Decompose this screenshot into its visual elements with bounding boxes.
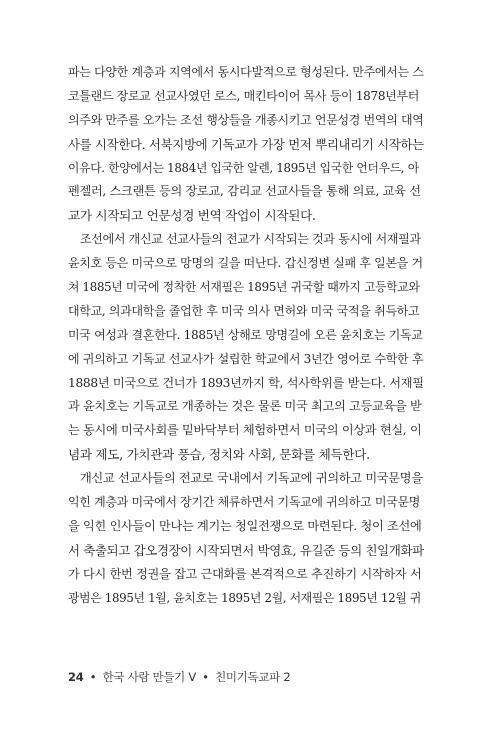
page-number: 24 <box>68 670 84 684</box>
text-line: 사를 시작한다. 서북지방에 기독교가 가장 먼저 뿌리내리기 시작하는 <box>68 136 424 152</box>
text-line: 윤치호 등은 미국으로 망명의 길을 떠난다. 갑신정변 실패 후 일본을 거 <box>68 256 423 271</box>
text-line: 조선에서 개신교 선교사들의 전교가 시작되는 것과 동시에 서재필과 <box>80 232 421 247</box>
bullet-separator: • <box>89 670 97 684</box>
section-title: 친미기독교파 2 <box>215 670 291 684</box>
text-line: 광범은 1895년 1월, 윤치호는 1895년 2월, 서재필은 1895년 12월 귀 <box>68 590 421 605</box>
text-line: 는 동시에 미국사회를 밑바닥부터 체험하면서 미국의 이상과 현실, 이 <box>68 423 422 438</box>
text-line: 미국 여성과 결혼한다. 1885년 상해로 망명길에 오른 윤치호는 기독교 <box>68 327 423 342</box>
body-text <box>68 61 424 610</box>
text-line: 을 익힌 인사들이 만나는 계기는 청일전쟁으로 마련된다. 청이 조선에 <box>68 518 422 533</box>
text-line: 개신교 선교사들의 전교로 국내에서 기독교에 귀의하고 미국문명을 <box>80 471 423 486</box>
text-line: 가 다시 한번 정권을 잡고 근대화를 본격적으로 추진하기 시작하자 서 <box>68 566 422 581</box>
page-footer <box>68 669 290 685</box>
text-line: 이유다. 한양에서는 1884년 입국한 알렌, 1895년 입국한 언더우드, 아 <box>68 160 419 175</box>
text-line: 에 귀의하고 기독교 선교사가 설립한 학교에서 3년간 영어로 수학한 후 <box>68 351 424 366</box>
paragraph-3 <box>68 467 424 610</box>
paragraph-2 <box>68 228 424 467</box>
text-line: 서 축출되고 갑오경장이 시작되면서 박영효, 유길준 등의 친일개화파 <box>68 542 424 558</box>
text-line: 익힌 계층과 미국에서 장기간 체류하면서 기독교에 귀의하고 미국문명 <box>68 495 421 510</box>
text-line: 1888년 미국으로 건너가 1893년까지 학, 석사학위를 받는다. 서재필 <box>68 375 424 390</box>
text-line: 의주와 만주를 오가는 조선 행상들을 개종시키고 언문성경 번역의 대역 <box>68 112 424 127</box>
book-title: 한국 사람 만들기 V <box>102 670 196 684</box>
text-line: 념과 제도, 가치관과 풍습, 정치와 사회, 문화를 체득한다. <box>68 447 370 463</box>
text-line: 교가 시작되고 언문성경 번역 작업이 시작된다. <box>68 208 316 224</box>
text-line: 파는 다양한 계층과 지역에서 동시다발적으로 형성된다. 만주에서는 스 <box>68 65 424 79</box>
text-line: 펜젤러, 스크랜튼 등의 장로교, 감리교 선교사들을 통해 의료, 교육 선 <box>68 184 421 199</box>
paragraph-1 <box>68 61 424 228</box>
text-line: 코틀랜드 장로교 선교사였던 로스, 매킨타이어 목사 등이 1878년부터 <box>68 88 420 103</box>
bullet-separator: • <box>202 670 209 684</box>
text-line: 쳐 1885년 미국에 정착한 서재필은 1895년 귀국할 때까지 고등학교와 <box>68 280 420 295</box>
text-line: 과 윤치호는 기독교로 개종하는 것은 물론 미국 최고의 고등교육을 받 <box>68 399 422 414</box>
text-line: 대학교, 의과대학을 졸업한 후 미국 의사 면허와 미국 국적을 취득하고 <box>68 303 420 318</box>
